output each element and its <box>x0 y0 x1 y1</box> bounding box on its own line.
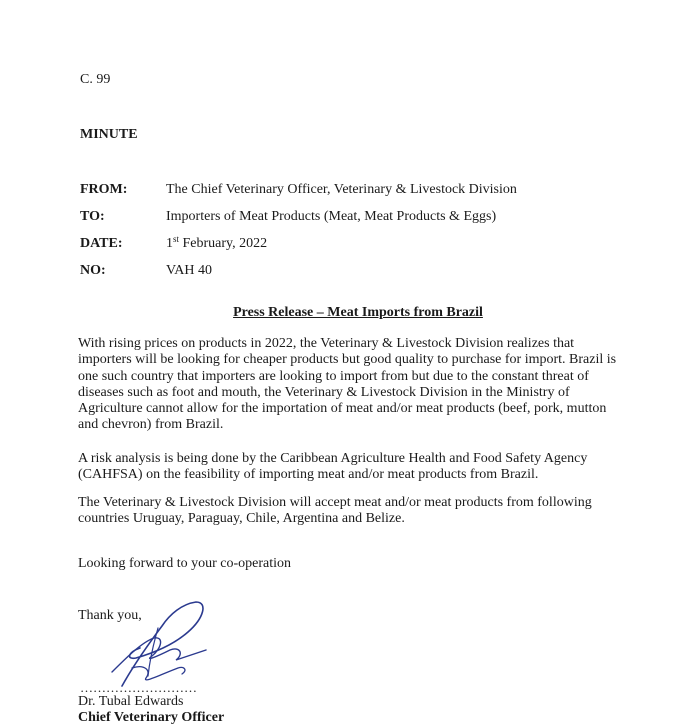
body-paragraph: A risk analysis is being done by the Caribbean Agriculture Health and Food Safety Agency (CAHFSA) on the feasibility of importing meat and/or meat products from Brazil. <box>78 451 588 483</box>
body-paragraph: The Veterinary & Livestock Division will accept meat and/or meat products from following countries Uruguay, Paraguay, Chile, Argentina and Belize. <box>78 495 592 527</box>
meta-row-from <box>80 182 640 202</box>
meta-row-to <box>80 209 640 229</box>
date-value <box>166 236 267 252</box>
handwritten-signature <box>92 598 212 692</box>
signatory-title: Chief Veterinary Officer <box>78 710 225 725</box>
press-release-title: Press Release – Meat Imports from Brazil <box>233 305 483 320</box>
from-label: FROM: <box>80 182 128 197</box>
meta-row-date <box>80 236 640 256</box>
body-paragraph: With rising prices on products in 2022, the Veterinary & Livestock Division realizes that importers will be looking for cheaper products but good quality to purchase for import. Brazil is one such country that importers are looking to import from but due to the constant threat of diseases such as foot and mouth, the Veterinary & Livestock Division in the Ministry of Agriculture cannot allow for the importation of meat and/or meat products (beef, pork, mutton and chevron) from Brazil. <box>78 336 617 433</box>
signatory-name: Dr. Tubal Edwards <box>78 694 184 709</box>
reference-number: C. 99 <box>80 72 111 87</box>
date-day: 1 <box>166 236 173 251</box>
thank-you-line: Thank you, <box>78 608 142 623</box>
to-label: TO: <box>80 209 105 224</box>
date-ordinal-suffix: st <box>173 234 180 244</box>
meta-row-number <box>80 263 640 283</box>
from-value: The Chief Veterinary Officer, Veterinary & Livestock Division <box>166 182 517 197</box>
date-label: DATE: <box>80 236 123 251</box>
number-label: NO: <box>80 263 106 278</box>
document-type-heading: MINUTE <box>80 127 138 142</box>
date-month-year: February, 2022 <box>179 236 268 251</box>
closing-line: Looking forward to your co-operation <box>78 556 292 571</box>
signature-line: ……………………… <box>80 680 197 695</box>
number-value: VAH 40 <box>166 263 213 278</box>
to-value: Importers of Meat Products (Meat, Meat Products & Eggs) <box>166 209 497 224</box>
